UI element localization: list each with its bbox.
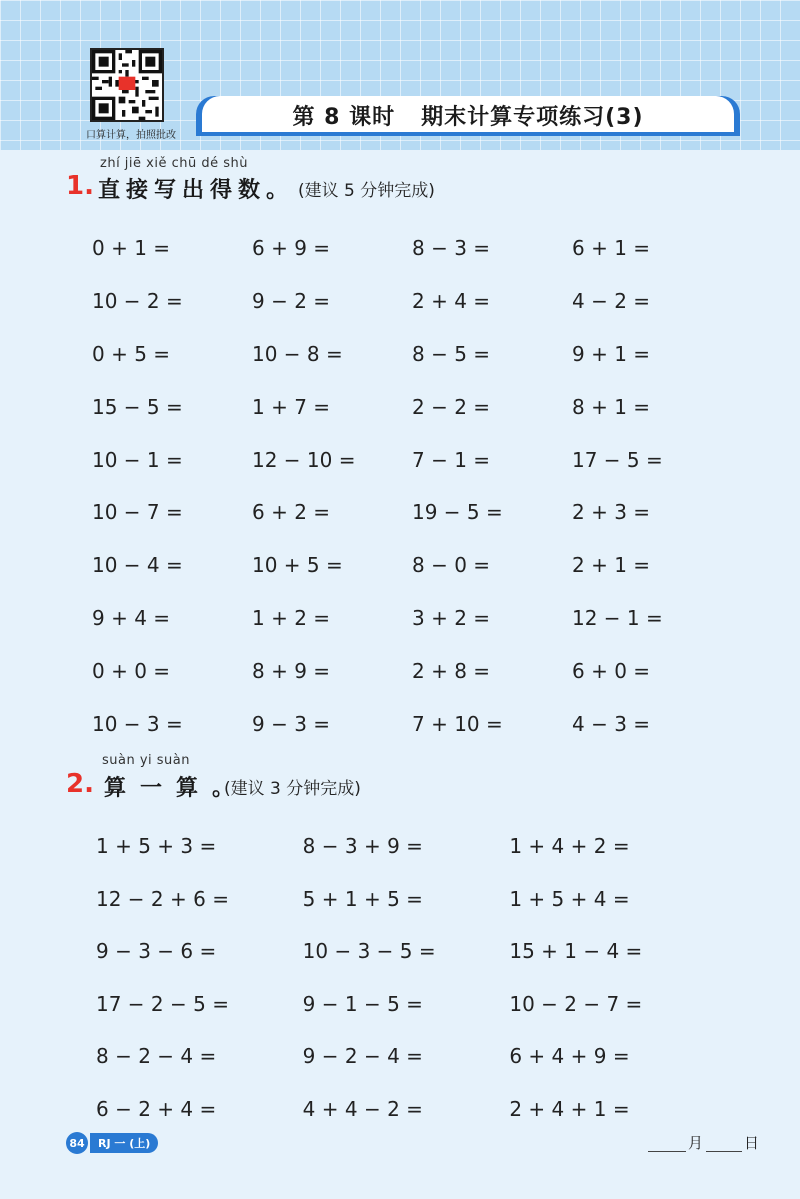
problem: 1 + 5 + 4 = <box>509 886 630 911</box>
problem-row <box>92 433 732 486</box>
problem: 9 − 2 − 4 = <box>302 1044 423 1069</box>
problem: 7 − 1 = <box>412 447 491 472</box>
problem-row <box>92 644 732 697</box>
problem: 8 + 9 = <box>252 658 331 683</box>
problem-row <box>92 275 732 328</box>
qr-caption: 口算计算，拍照批改 <box>86 130 176 141</box>
problem-row <box>92 486 732 539</box>
problem: 8 − 2 − 4 = <box>96 1044 217 1069</box>
problem: 4 + 4 − 2 = <box>302 1096 423 1121</box>
problem-row <box>96 873 716 926</box>
problem: 0 + 5 = <box>92 341 171 366</box>
problem-row <box>92 222 732 275</box>
problem-row <box>96 978 716 1031</box>
problem: 8 − 3 + 9 = <box>302 834 423 859</box>
problem: 9 − 1 − 5 = <box>302 991 423 1016</box>
problem: 6 + 0 = <box>572 658 651 683</box>
problem: 5 + 1 + 5 = <box>302 886 423 911</box>
problem: 10 + 5 = <box>252 553 343 578</box>
problem: 10 − 2 − 7 = <box>509 991 643 1016</box>
problem: 9 + 1 = <box>572 341 651 366</box>
problem: 7 + 10 = <box>412 711 503 736</box>
problem: 10 − 2 = <box>92 289 183 314</box>
problem-row <box>92 380 732 433</box>
section1-number: 1. <box>66 171 94 201</box>
problem: 1 + 2 = <box>252 605 331 630</box>
problem: 19 − 5 = <box>412 500 503 525</box>
day-label: 日 <box>744 1134 760 1152</box>
problem: 4 − 3 = <box>572 711 651 736</box>
day-blank[interactable] <box>706 1151 742 1152</box>
problem: 2 − 2 = <box>412 394 491 419</box>
problem: 10 − 3 − 5 = <box>302 939 436 964</box>
problem: 3 + 2 = <box>412 605 491 630</box>
problem: 6 + 4 + 9 = <box>509 1044 630 1069</box>
problem: 15 − 5 = <box>92 394 183 419</box>
problem: 0 + 1 = <box>92 236 171 261</box>
problem: 8 + 1 = <box>572 394 651 419</box>
problem-row <box>92 328 732 381</box>
qr-code[interactable] <box>90 48 164 122</box>
problem: 8 − 5 = <box>412 341 491 366</box>
lesson-title-bar <box>196 96 740 136</box>
problem: 2 + 4 + 1 = <box>509 1096 630 1121</box>
section1-title: 直接写出得数。 <box>98 178 295 203</box>
problem: 4 − 2 = <box>572 289 651 314</box>
problem: 1 + 4 + 2 = <box>509 834 630 859</box>
problem: 2 + 1 = <box>572 553 651 578</box>
section2-pinyin: suàn yi suàn <box>102 753 191 768</box>
problem: 6 + 9 = <box>252 236 331 261</box>
lesson-topic: 期末计算专项练习(3) <box>421 105 644 130</box>
problem: 10 − 8 = <box>252 341 343 366</box>
problem: 2 + 3 = <box>572 500 651 525</box>
problem: 10 − 3 = <box>92 711 183 736</box>
section2-number: 2. <box>66 769 94 799</box>
page-number: 84 <box>66 1132 88 1154</box>
section1-problem-grid <box>92 222 732 750</box>
section2-title: 算一算。 <box>104 776 249 801</box>
problem: 6 + 1 = <box>572 236 651 261</box>
section2-problem-grid <box>96 820 716 1135</box>
problem: 1 + 5 + 3 = <box>96 834 217 859</box>
header-banner <box>0 0 800 150</box>
problem-row <box>96 925 716 978</box>
month-label: 月 <box>688 1134 704 1152</box>
problem: 10 − 4 = <box>92 553 183 578</box>
problem-row <box>96 820 716 873</box>
problem: 17 − 5 = <box>572 447 663 472</box>
problem: 12 − 2 + 6 = <box>96 886 229 911</box>
page-badge <box>66 1133 158 1153</box>
problem: 10 − 7 = <box>92 500 183 525</box>
problem: 9 + 4 = <box>92 605 171 630</box>
problem: 1 + 7 = <box>252 394 331 419</box>
problem-row <box>92 697 732 750</box>
qr-code-pattern <box>92 50 162 120</box>
problem-row <box>96 1030 716 1083</box>
problem: 2 + 8 = <box>412 658 491 683</box>
problem: 12 − 1 = <box>572 605 663 630</box>
lesson-title <box>196 100 740 131</box>
problem: 9 − 3 − 6 = <box>96 939 217 964</box>
edition-label: RJ 一 (上) <box>90 1133 158 1153</box>
problem: 9 − 2 = <box>252 289 331 314</box>
section1-pinyin: zhí jiē xiě chū dé shù <box>100 156 248 171</box>
problem: 2 + 4 = <box>412 289 491 314</box>
problem: 0 + 0 = <box>92 658 171 683</box>
problem-row <box>92 592 732 645</box>
section1-time-note: (建议 5 分钟完成) <box>298 181 435 201</box>
month-blank[interactable] <box>648 1151 686 1152</box>
problem: 9 − 3 = <box>252 711 331 736</box>
problem: 6 + 2 = <box>252 500 331 525</box>
problem: 6 − 2 + 4 = <box>96 1096 217 1121</box>
problem: 15 + 1 − 4 = <box>509 939 643 964</box>
problem: 10 − 1 = <box>92 447 183 472</box>
problem: 8 − 0 = <box>412 553 491 578</box>
problem-row <box>92 539 732 592</box>
section2-time-note: (建议 3 分钟完成) <box>224 779 361 799</box>
problem: 12 − 10 = <box>252 447 356 472</box>
problem: 8 − 3 = <box>412 236 491 261</box>
problem: 17 − 2 − 5 = <box>96 991 229 1016</box>
problem-row <box>96 1083 716 1136</box>
lesson-number: 第 8 课时 <box>292 105 396 130</box>
